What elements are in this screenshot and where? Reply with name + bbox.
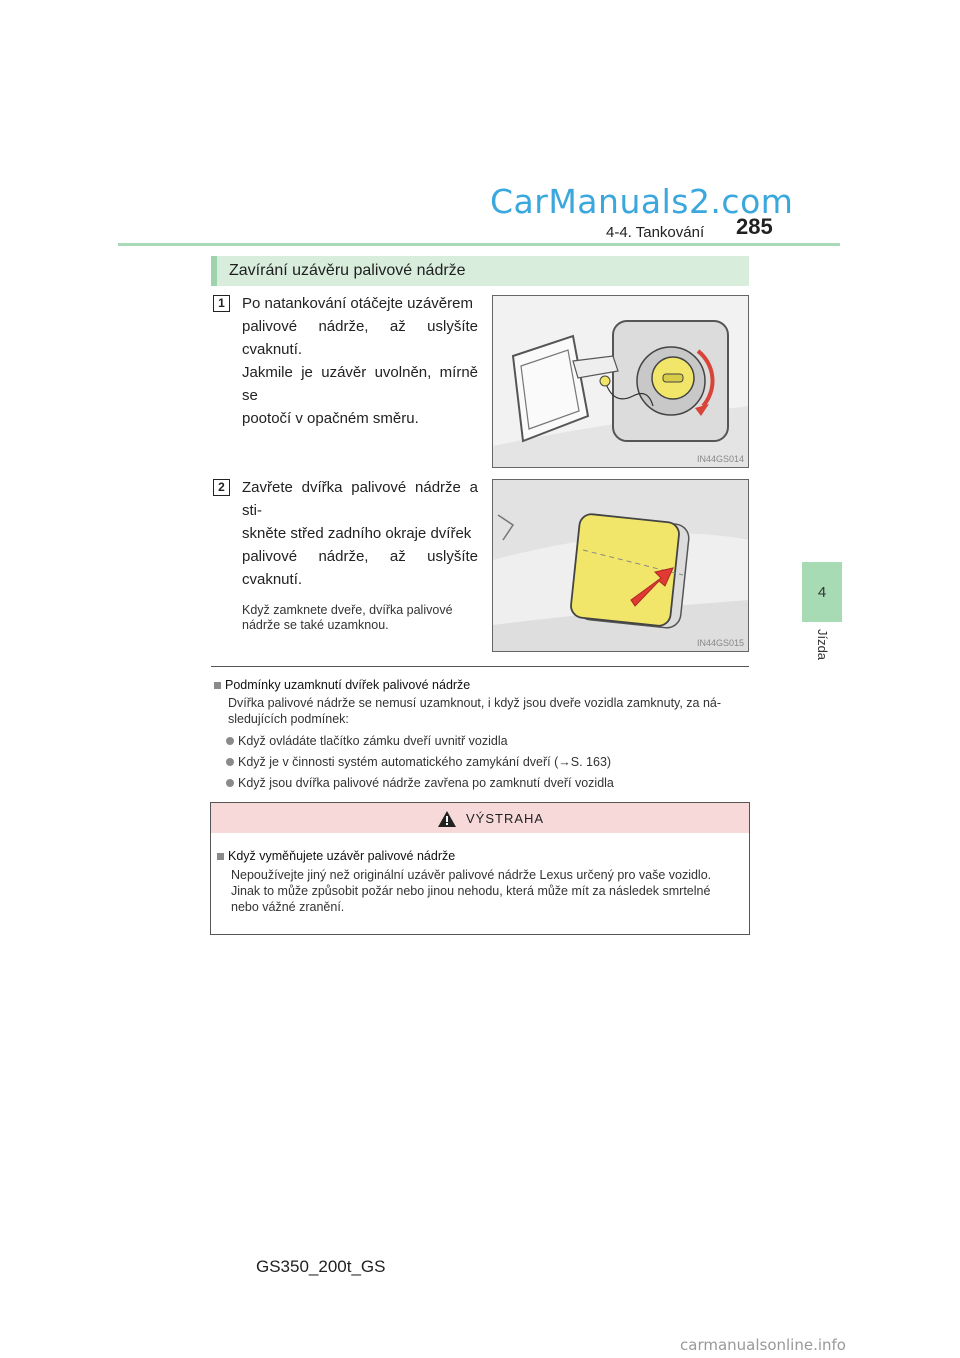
warning-title: VÝSTRAHA bbox=[466, 811, 545, 826]
notes-body-line: Dvířka palivové nádrže se nemusí uzamknout, i když jsou dveře vozidla zamknuty, za ná- bbox=[228, 696, 722, 710]
fuel-door-illustration bbox=[493, 480, 749, 652]
step-number: 1 bbox=[213, 295, 230, 312]
step-text-line: palivové nádrže, až uslyšíte cvaknutí. bbox=[242, 548, 478, 588]
warning-box bbox=[210, 802, 750, 935]
notes-title bbox=[214, 678, 754, 692]
step-note-line: Když zamknete dveře, dvířka palivové bbox=[242, 603, 453, 617]
warning-triangle-icon bbox=[437, 810, 457, 828]
dot-bullet-icon bbox=[226, 779, 234, 787]
fuel-cap-illustration bbox=[493, 296, 749, 468]
notes-block bbox=[214, 678, 754, 791]
step-text-line: pootočí v opačném směru. bbox=[242, 410, 419, 427]
step-text-line: skněte střed zadního okraje dvířek bbox=[242, 525, 472, 542]
warning-subtitle bbox=[217, 849, 745, 863]
warning-subtitle-text: Když vyměňujete uzávěr palivové nádrže bbox=[228, 849, 456, 863]
bullet-text: Když ovládáte tlačítko zámku dveří uvnitř vozidla bbox=[238, 734, 508, 748]
step-1-text bbox=[242, 292, 478, 430]
figure-code: IN44GS015 bbox=[696, 638, 744, 648]
square-bullet-icon bbox=[217, 853, 224, 860]
dot-bullet-icon bbox=[226, 737, 234, 745]
warning-body-line: Nepoužívejte jiný než originální uzávěr palivové nádrže Lexus určený pro vaše vozidlo. bbox=[231, 868, 712, 882]
footer-model-code: GS350_200t_GS bbox=[256, 1257, 386, 1276]
step-number: 2 bbox=[213, 479, 230, 496]
chapter-label bbox=[808, 622, 838, 666]
chapter-label-text: Jízda bbox=[815, 628, 831, 660]
dot-bullet-icon bbox=[226, 758, 234, 766]
step-text-line: palivové nádrže, až uslyšíte cvaknutí. bbox=[242, 318, 478, 358]
step-text-line: Jakmile je uzávěr uvolněn, mírně se bbox=[242, 364, 478, 404]
watermark-bottom: carmanualsonline.info bbox=[680, 1336, 846, 1354]
warning-header bbox=[211, 803, 749, 833]
warning-content bbox=[217, 849, 745, 915]
figure-fuel-door bbox=[492, 479, 749, 652]
bullet-text: Když je v činnosti systém automatického zamykání dveří (→S. 163) bbox=[238, 755, 612, 769]
step-text-line: Po natankování otáčejte uzávěrem bbox=[242, 295, 473, 312]
bullet-item bbox=[226, 733, 754, 749]
notes-title-text: Podmínky uzamknutí dvířek palivové nádrže bbox=[225, 678, 471, 692]
chapter-number: 4 bbox=[817, 583, 827, 601]
figure-code: IN44GS014 bbox=[696, 454, 744, 464]
step-note-line: nádrže se také uzamknou. bbox=[242, 618, 389, 632]
bullet-text: Když jsou dvířka palivové nádrže zavřena po zamknutí dveří vozidla bbox=[238, 776, 614, 790]
header-section-title: 4-4. Tankování bbox=[606, 224, 705, 241]
bullet-item bbox=[226, 754, 754, 770]
watermark-logo: CarManuals2.com bbox=[490, 182, 794, 221]
warning-body-line: nebo vážné zranění. bbox=[231, 900, 345, 914]
figure-fuel-cap bbox=[492, 295, 749, 468]
step-text-line: Zavřete dvířka palivové nádrže a sti- bbox=[242, 479, 478, 519]
warning-body-line: Jinak to může způsobit požár nebo jinou nehodu, která může mít za následek smrtelné bbox=[231, 884, 711, 898]
step-2-text bbox=[242, 476, 478, 633]
notes-divider bbox=[211, 666, 749, 667]
chapter-tab bbox=[802, 562, 842, 622]
page-number: 285 bbox=[736, 214, 773, 239]
bullet-item bbox=[226, 775, 754, 791]
header-divider bbox=[118, 243, 840, 246]
square-bullet-icon bbox=[214, 682, 221, 689]
notes-body-line: sledujících podmínek: bbox=[228, 712, 349, 726]
section-heading: Zavírání uzávěru palivové nádrže bbox=[211, 256, 749, 286]
